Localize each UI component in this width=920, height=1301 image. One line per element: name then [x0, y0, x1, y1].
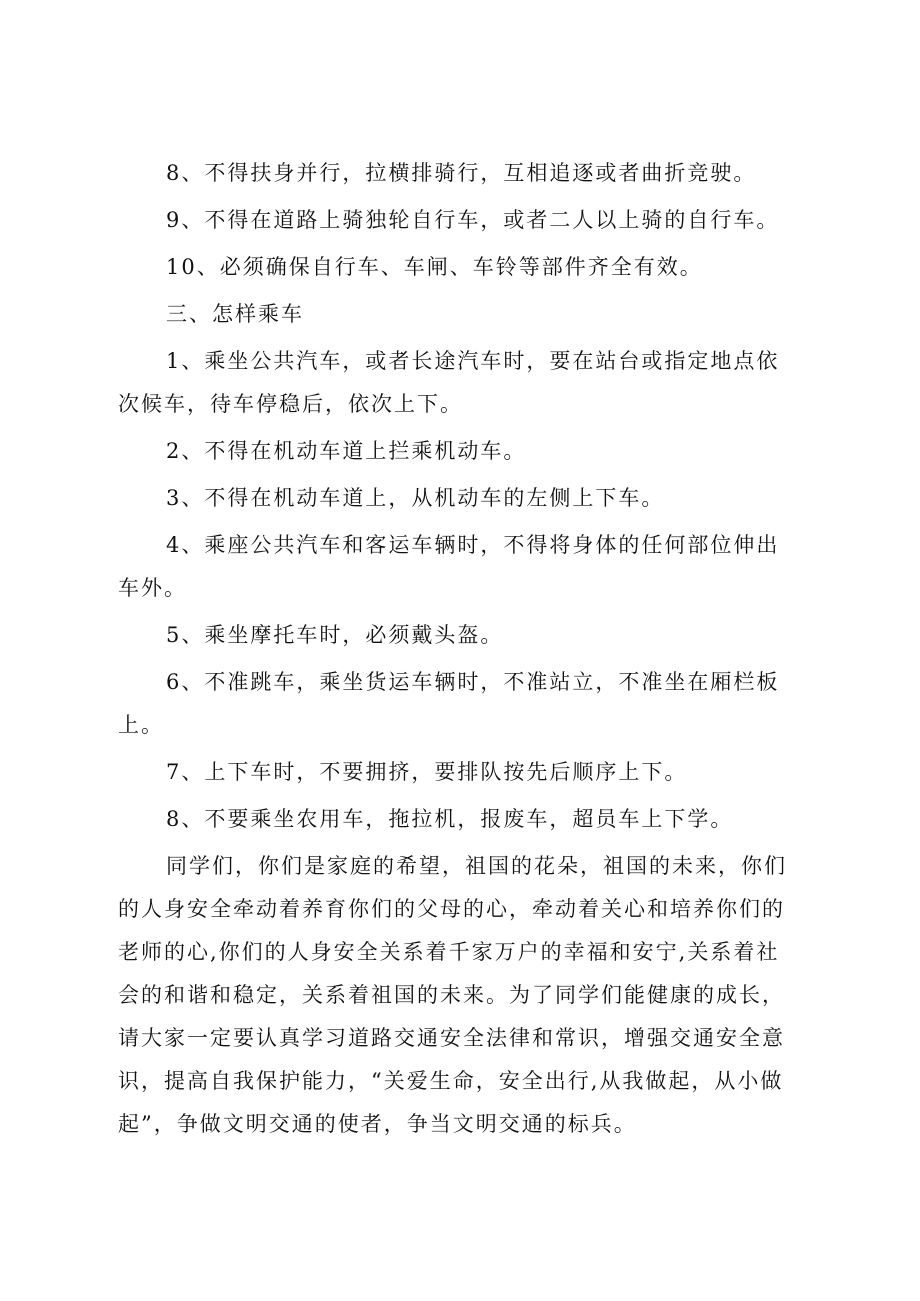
paragraph-closing: 同学们，你们是家庭的希望，祖国的花朵，祖国的未来，你们的人身安全牵动着养育你们的父母的心，牵动着关心和培养你们的老师的心,你们的人身安全关系着千家万户的幸福和安宁,关系着社会的和谐和稳定，关系着祖国的未来。为了同学们能健康的成长，请大家一定要认真学习道路交通安全法律和常识，增强交通安全意识，提高自我保护能力，“关爱生命，安全出行,从我做起，从小做起”，争做文明交通的使者，争当文明交通的标兵。: [118, 854, 787, 1136]
paragraph-riding-rule-8: 8、不要乘坐农用车，拖拉机，报废车，超员车上下学。: [166, 807, 734, 831]
paragraph-riding-rule-1: 1、乘坐公共汽车，或者长途汽车时，要在站台或指定地点依次候车，待车停稳后，依次上下。: [118, 349, 780, 416]
paragraph-riding-rule-5: 5、乘坐摩托车时，必须戴头盔。: [166, 623, 504, 647]
paragraph-riding-rule-3: 3、不得在机动车道上，从机动车的左侧上下车。: [166, 486, 665, 510]
section-heading-riding: 三、怎样乘车: [166, 302, 304, 326]
document-body: [118, 152, 798, 1146]
paragraph-rule-8-bike: 8、不得扶身并行，拉横排骑行，互相追逐或者曲折竞驶。: [166, 161, 757, 185]
paragraph-riding-rule-2: 2、不得在机动车道上拦乘机动车。: [166, 439, 527, 463]
paragraph-rule-10-bike: 10、必须确保自行车、车闸、车铃等部件齐全有效。: [166, 255, 703, 279]
paragraph-riding-rule-4: 4、乘座公共汽车和客运车辆时，不得将身体的任何部位伸出车外。: [118, 533, 780, 600]
paragraph-riding-rule-7: 7、上下车时，不要拥挤，要排队按先后顺序上下。: [166, 760, 688, 784]
paragraph-rule-9-bike: 9、不得在道路上骑独轮自行车，或者二人以上骑的自行车。: [166, 208, 780, 232]
paragraph-riding-rule-6: 6、不准跳车，乘坐货运车辆时，不准站立，不准坐在厢栏板上。: [118, 670, 780, 737]
